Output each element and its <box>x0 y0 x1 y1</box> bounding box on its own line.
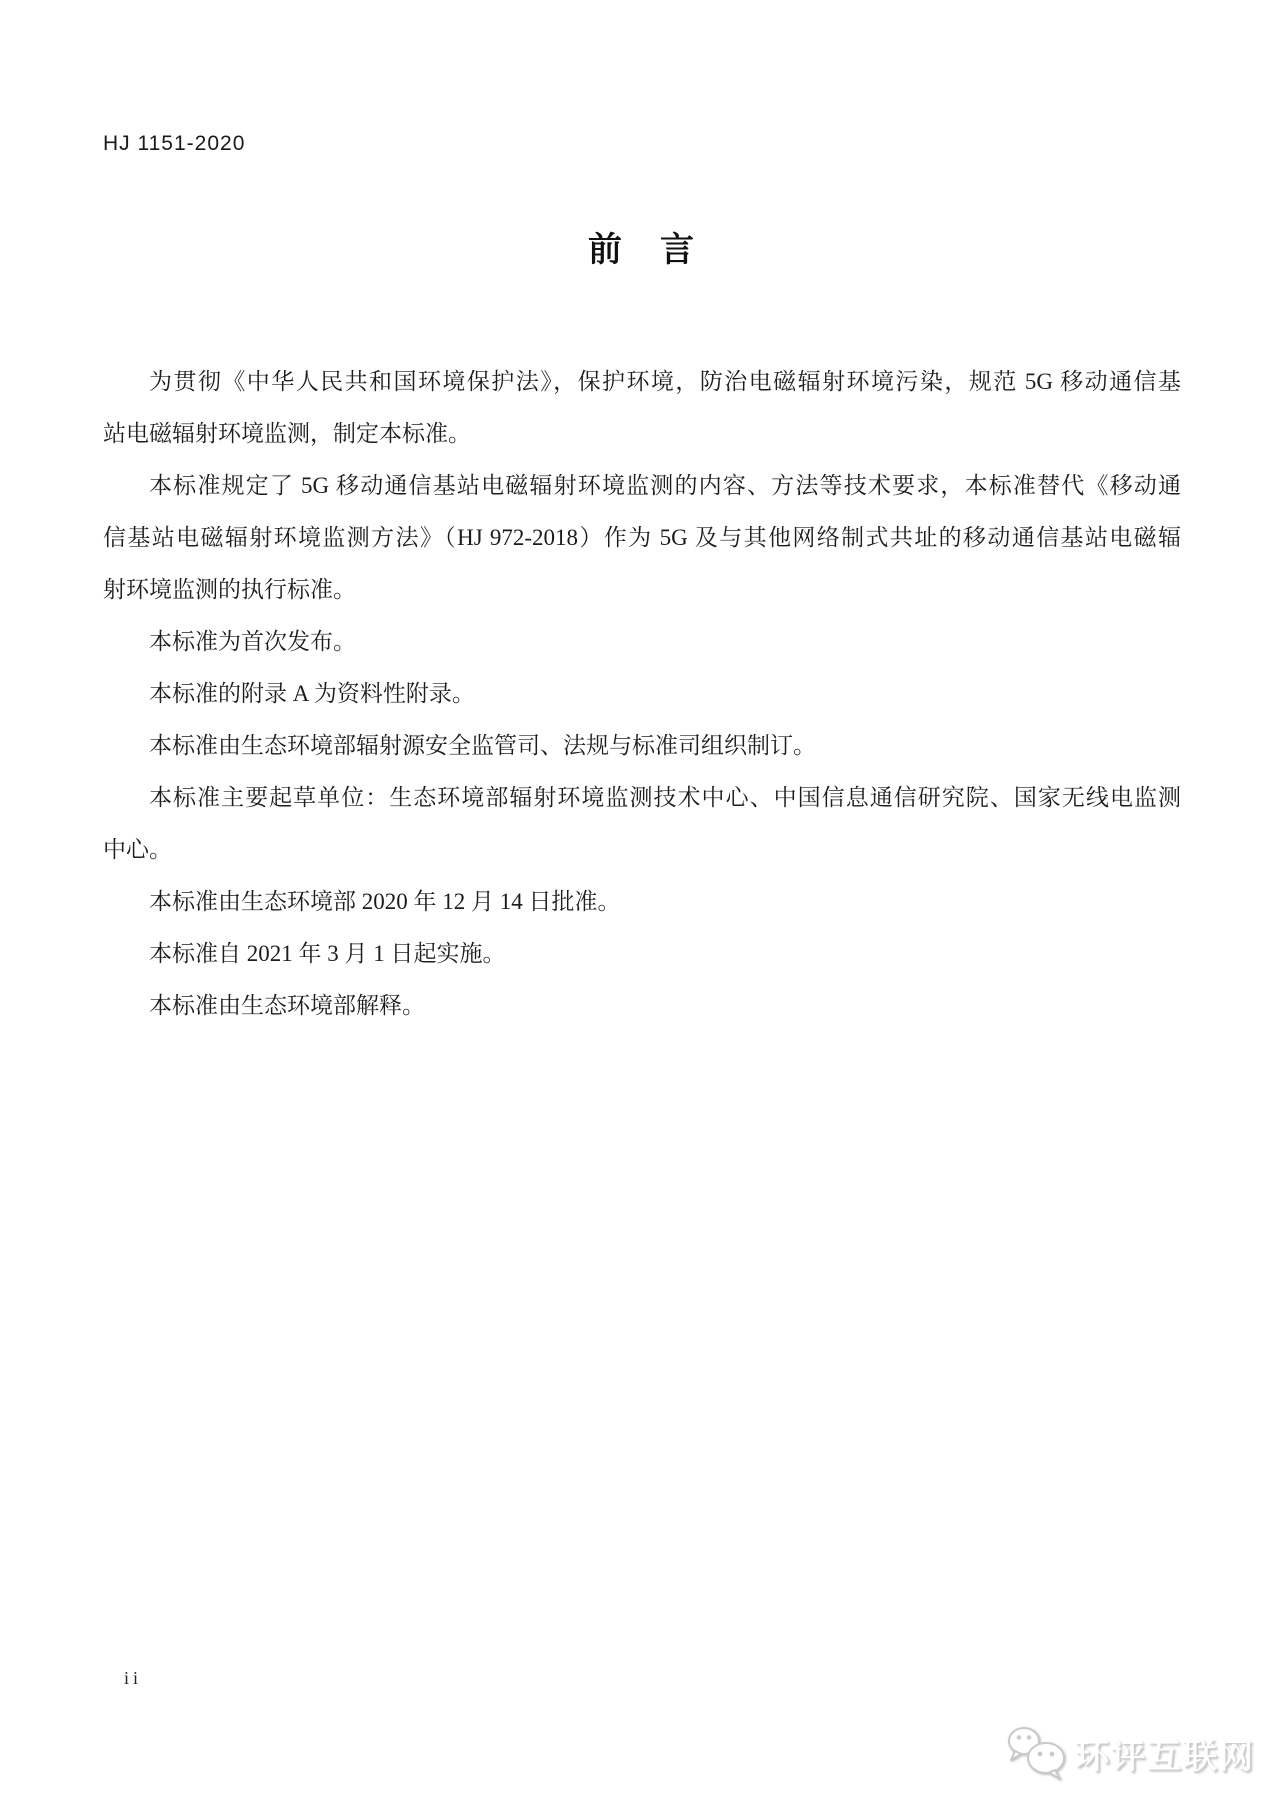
text-line: 站电磁辐射环境监测，制定本标准。 <box>103 421 471 446</box>
foreword-body <box>103 356 1181 1032</box>
text-line: 中心。 <box>103 837 172 862</box>
page-number: ii <box>124 1668 143 1688</box>
text-line: 本标准主要起草单位：生态环境部辐射环境监测技术中心、中国信息通信研究院、国家无线电监测 <box>149 785 1181 810</box>
text-line: 本标准由生态环境部辐射源安全监管司、法规与标准司组织制订。 <box>149 733 816 758</box>
text-line: 为贯彻《中华人民共和国环境保护法》，保护环境，防治电磁辐射环境污染，规范 5G 移动通信基 <box>149 369 1181 394</box>
watermark-text: 环评互联网 <box>1075 1737 1255 1776</box>
text-line: 本标准为首次发布。 <box>149 629 356 654</box>
text-line: 本标准由生态环境部解释。 <box>149 993 425 1018</box>
page-title: 前 言 <box>588 231 696 269</box>
text-line: 本标准的附录 A 为资料性附录。 <box>149 681 475 706</box>
wechat-bubbles-icon <box>1005 1724 1069 1782</box>
text-line: 本标准由生态环境部 2020 年 12 月 14 日批准。 <box>149 889 621 914</box>
standard-number: HJ 1151-2020 <box>103 132 246 155</box>
text-line: 本标准规定了 5G 移动通信基站电磁辐射环境监测的内容、方法等技术要求，本标准替代《移动通 <box>149 473 1181 498</box>
watermark <box>1005 1724 1255 1782</box>
text-line: 射环境监测的执行标准。 <box>103 577 356 602</box>
text-line: 本标准自 2021 年 3 月 1 日起实施。 <box>149 941 506 966</box>
text-line: 信基站电磁辐射环境监测方法》（HJ 972-2018）作为 5G 及与其他网络制式共址的移动通信基站电磁辐 <box>103 525 1181 550</box>
